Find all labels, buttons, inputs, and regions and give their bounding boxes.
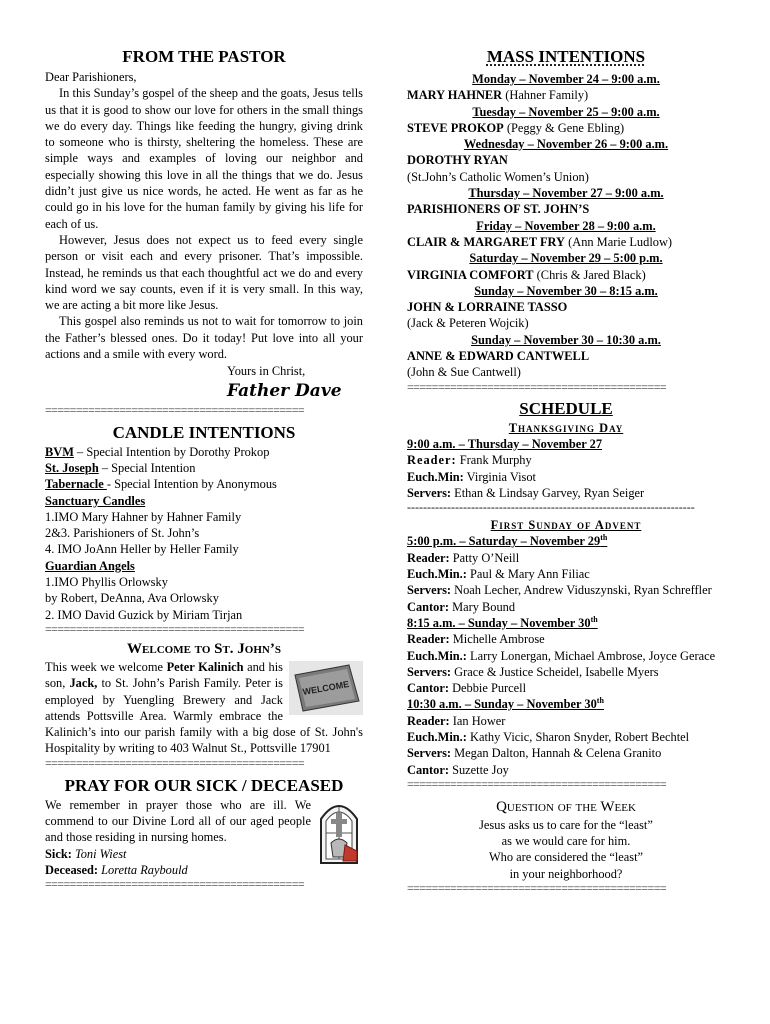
- reader-label: Reader:: [407, 632, 450, 647]
- candle-tabernacle-text: - Special Intention by Anonymous: [106, 477, 277, 492]
- s3-reader: [407, 713, 725, 729]
- welcome-name-peter: Peter Kalinich: [166, 659, 244, 674]
- candle-bvm: [45, 444, 363, 460]
- mass-date-4: [407, 218, 725, 234]
- cantor-name: Suzette Joy: [448, 762, 509, 777]
- sick-body: [45, 797, 363, 878]
- mass-date-7: [407, 332, 725, 348]
- mass-date-5: [407, 250, 725, 266]
- mass-by: (Peggy & Gene Ebling): [503, 120, 625, 135]
- cantor-label: Cantor:: [407, 681, 449, 696]
- reader-name: Frank Murphy: [456, 453, 532, 468]
- pastor-title: FROM THE PASTOR: [122, 47, 286, 66]
- mass-date-0: [407, 71, 725, 87]
- welcome-text-2: and his son,: [45, 659, 283, 691]
- cantor-name: Debbie Purcell: [448, 681, 527, 696]
- mass-name: CLAIR & MARGARET FRY: [407, 234, 566, 249]
- candle-angels-2: 2. IMO David Guzick by Miriam Tirjan: [45, 607, 243, 622]
- mass-entry-6-by: (Jack & Peteren Wojcik): [407, 316, 529, 331]
- mass-by: (Chris & Jared Black): [533, 267, 646, 282]
- candle-angels-1a: 1.IMO Phyllis Orlowsky: [45, 575, 168, 590]
- candle-tabernacle: [45, 476, 363, 492]
- question-line-4: in your neighborhood?: [509, 866, 623, 881]
- s1-servers: [407, 582, 725, 598]
- deceased-label: Deceased:: [45, 862, 98, 877]
- welcome-mat-text: WELCOME: [301, 678, 350, 697]
- welcome-body: [45, 659, 363, 757]
- servers-names: Ethan & Lindsay Garvey, Ryan Seiger: [451, 485, 645, 500]
- candle-joseph-text: – Special Intention: [98, 460, 196, 475]
- reader-name: Michelle Ambrose: [449, 632, 545, 647]
- cantor-label: Cantor:: [407, 762, 449, 777]
- s1-cantor: [407, 599, 725, 615]
- pastor-paragraph-1: In this Sunday’s gospel of the sheep and the goats, Jesus tells us that it is good to show our love for others in the small things we do every day. Things like feeding the hungry, giving drink to someone who is thirsty, sheltering the homeless. These are simple ways and examples of loving our neighbor and especially showing this love in all the things that we do. Jesus didn’t just give us nice words, he acted. He went as far as he could go in his love for the human family by giving his life for each of us.: [45, 86, 363, 231]
- question-line-1: Jesus asks us to care for the “least”: [479, 817, 653, 832]
- s2-cantor: [407, 680, 725, 696]
- candle-sanctuary-2: 2&3. Parishioners of St. John’s: [45, 526, 200, 541]
- schedule-title: [407, 398, 725, 420]
- stained-glass-image: [317, 799, 361, 870]
- pastor-closing: Yours in Christ,: [227, 364, 306, 379]
- candle-joseph-label: St. Joseph: [45, 460, 99, 475]
- s2-time-text: 8:15 a.m. – Sunday – November 30: [407, 615, 591, 630]
- separator: ==========================================: [45, 756, 305, 770]
- s1-time-sup: th: [600, 533, 608, 543]
- separator: ==========================================: [407, 882, 667, 896]
- pastor-signature-text: Father Dave: [227, 380, 342, 401]
- mass-entry-7-by: (John & Sue Cantwell): [407, 365, 521, 380]
- mass-date-text: Tuesday – November 25 – 9:00 a.m.: [472, 104, 660, 119]
- mass-date-1: [407, 104, 725, 120]
- euch-label: Euch.Min.:: [407, 567, 467, 582]
- question-line-2: as we would care for him.: [501, 834, 631, 849]
- euch-name: Larry Lonergan, Michael Ambrose, Joyce Gerace: [466, 648, 716, 663]
- mass-entry-6: JOHN & LORRAINE TASSO: [407, 300, 568, 315]
- candle-sanctuary-label: Sanctuary Candles: [45, 493, 146, 508]
- candle-angels-1b: by Robert, DeAnna, Ava Orlowsky: [45, 591, 219, 606]
- mass-title-text: MASS INTENTIONS: [486, 47, 646, 66]
- s1-reader: [407, 550, 725, 566]
- schedule-title-text: SCHEDULE: [519, 398, 613, 418]
- sick-name: Toni Wiest: [74, 846, 127, 861]
- euch-name: Paul & Mary Ann Filiac: [466, 567, 590, 582]
- s1-euch: [407, 566, 725, 582]
- euch-name: Kathy Vicic, Sharon Snyder, Robert Bechtel: [466, 729, 690, 744]
- s2-time-sup: th: [590, 614, 598, 624]
- mass-by: (Hahner Family): [502, 88, 589, 103]
- pastor-signature: [45, 381, 363, 402]
- servers-label: Servers:: [407, 664, 452, 679]
- servers-label: Servers:: [407, 583, 452, 598]
- mass-entry-3: PARISHIONERS OF ST. JOHN’S: [407, 202, 590, 217]
- mass-entry-4: [407, 234, 725, 250]
- candle-bvm-label: BVM: [45, 444, 74, 459]
- s2-time: [407, 615, 725, 631]
- mass-date-text: Monday – November 24 – 9:00 a.m.: [472, 72, 660, 86]
- pastor-paragraph-3: This gospel also reminds us not to wait for tomorrow to join the Father’s blessed ones. Do it today! Put love into all your actions and a smile with every word.: [45, 314, 363, 362]
- question-title: Question of the Week: [496, 798, 636, 815]
- mass-title: [407, 46, 725, 68]
- sick-label: Sick:: [45, 846, 72, 861]
- welcome-text-1: This week we welcome: [45, 659, 167, 674]
- candle-tabernacle-label: Tabernacle: [45, 477, 107, 492]
- separator: ==========================================: [407, 777, 667, 791]
- tg-reader: [407, 452, 725, 468]
- mass-date-text: Wednesday – November 26 – 9:00 a.m.: [463, 137, 669, 152]
- sick-text: We remember in prayer those who are ill. We commend to our Divine Lord all of our aged people and those residing in nursing homes.: [45, 797, 311, 845]
- praying-hands-icon: [317, 799, 361, 865]
- reader-name: Patty O’Neill: [449, 550, 520, 565]
- mass-name: MARY HAHNER: [407, 88, 503, 103]
- euch-name: Virginia Visot: [463, 469, 536, 484]
- candle-joseph: [45, 460, 363, 476]
- s2-reader: [407, 631, 725, 647]
- tg-time: 9:00 a.m. – Thursday – November 27: [407, 436, 603, 451]
- mass-name: VIRGINIA COMFORT: [407, 267, 534, 282]
- mass-date-text: Thursday – November 27 – 9:00 a.m.: [468, 186, 664, 201]
- advent-label: First Sunday of Advent: [490, 518, 642, 533]
- left-column: [45, 46, 363, 891]
- mass-date-text: Sunday – November 30 – 10:30 a.m.: [471, 332, 661, 347]
- servers-names: Megan Dalton, Hannah & Celena Granito: [451, 746, 662, 761]
- s3-time-text: 10:30 a.m. – Sunday – November 30: [407, 697, 597, 712]
- deceased-name: Loretta Raybould: [101, 862, 188, 877]
- mass-date-6: [407, 283, 725, 299]
- question-line-3: Who are considered the “least”: [488, 850, 644, 865]
- tg-servers: [407, 485, 725, 501]
- mass-date-text: Saturday – November 29 – 5:00 p.m.: [469, 251, 663, 266]
- mass-entry-5: [407, 267, 725, 283]
- servers-names: Noah Lecher, Andrew Viduszynski, Ryan Schreffler: [451, 583, 712, 598]
- euch-label: Euch.Min:: [407, 469, 464, 484]
- reader-name: Ian Hower: [449, 713, 506, 728]
- pastor-salutation: Dear Parishioners,: [45, 70, 137, 84]
- separator: ==========================================: [45, 878, 305, 892]
- welcome-name-jack: Jack,: [69, 676, 98, 691]
- pastor-paragraph-2: However, Jesus does not expect us to feed every single person or visit each and every prisoner. That’s impossible. Instead, he reminds us that each thoughtful act we do and every kind word we say counts, even if it is very small. In this way, we are acting a bit more like Jesus.: [45, 232, 363, 313]
- tg-euch: [407, 469, 725, 485]
- s2-euch: [407, 648, 725, 664]
- s3-time-sup: th: [596, 696, 604, 706]
- schedule-advent: [407, 517, 725, 533]
- servers-label: Servers:: [407, 485, 452, 500]
- schedule-thanksgiving: [407, 420, 725, 436]
- s3-time: [407, 696, 725, 712]
- mass-entry-2: DOROTHY RYAN: [407, 153, 508, 168]
- dashed-separator: ------------------------------------------------------------------------: [407, 501, 695, 515]
- deceased-line: [45, 862, 363, 878]
- servers-label: Servers:: [407, 746, 452, 761]
- s2-servers: [407, 664, 725, 680]
- right-column: [407, 46, 725, 895]
- welcome-title: Welcome to St. John’s: [127, 640, 281, 657]
- mass-entry-1: [407, 120, 725, 136]
- s3-servers: [407, 745, 725, 761]
- candle-title: CANDLE INTENTIONS: [112, 422, 296, 442]
- welcome-mat-icon: [289, 661, 363, 715]
- mass-date-text: Sunday – November 30 – 8:15 a.m.: [474, 283, 658, 298]
- mass-name: STEVE PROKOP: [407, 120, 504, 135]
- s3-euch: [407, 729, 725, 745]
- sick-line: [45, 846, 363, 862]
- mass-entry-7: ANNE & EDWARD CANTWELL: [407, 349, 590, 364]
- s1-time-text: 5:00 p.m. – Saturday – November 29: [407, 534, 601, 549]
- cantor-name: Mary Bound: [448, 599, 516, 614]
- mass-entry-2-by: (St.John’s Catholic Women’s Union): [407, 169, 589, 184]
- reader-label: Reader:: [407, 550, 450, 565]
- candle-bvm-text: – Special Intention by Dorothy Prokop: [73, 444, 270, 459]
- reader-label: Reader:: [407, 453, 457, 468]
- s3-cantor: [407, 762, 725, 778]
- candle-sanctuary-1: 1.IMO Mary Hahner by Hahner Family: [45, 509, 242, 524]
- mass-entry-0: [407, 87, 725, 103]
- mass-by: (Ann Marie Ludlow): [565, 234, 673, 249]
- mass-date-text: Friday – November 28 – 9:00 a.m.: [476, 218, 656, 233]
- mass-date-2: [407, 136, 725, 152]
- separator: ==========================================: [45, 403, 305, 417]
- euch-label: Euch.Min.:: [407, 648, 467, 663]
- s1-time: [407, 533, 725, 549]
- candle-sanctuary-4: 4. IMO JoAnn Heller by Heller Family: [45, 542, 239, 557]
- separator: ==========================================: [407, 380, 667, 394]
- sick-title: PRAY FOR OUR SICK / DECEASED: [64, 775, 344, 795]
- separator: ==========================================: [45, 622, 305, 636]
- thanksgiving-label: Thanksgiving Day: [508, 420, 624, 435]
- welcome-text-3: to St. John’s Parish Family. Peter is employed by Yuengling Brewery and Jack attends Pottsville Area. Warmly embrace the Kalinich’s into our parish family with a big dose of St. John's Hospitality by writing to 403 Walnut St., Pottsville 17901: [45, 676, 363, 756]
- reader-label: Reader:: [407, 713, 450, 728]
- servers-names: Grace & Justice Scheidel, Isabelle Myers: [451, 664, 659, 679]
- mass-date-3: [407, 185, 725, 201]
- cantor-label: Cantor:: [407, 599, 449, 614]
- euch-label: Euch.Min.:: [407, 729, 467, 744]
- candle-angels-label: Guardian Angels: [45, 558, 135, 573]
- welcome-mat-image: [289, 661, 363, 720]
